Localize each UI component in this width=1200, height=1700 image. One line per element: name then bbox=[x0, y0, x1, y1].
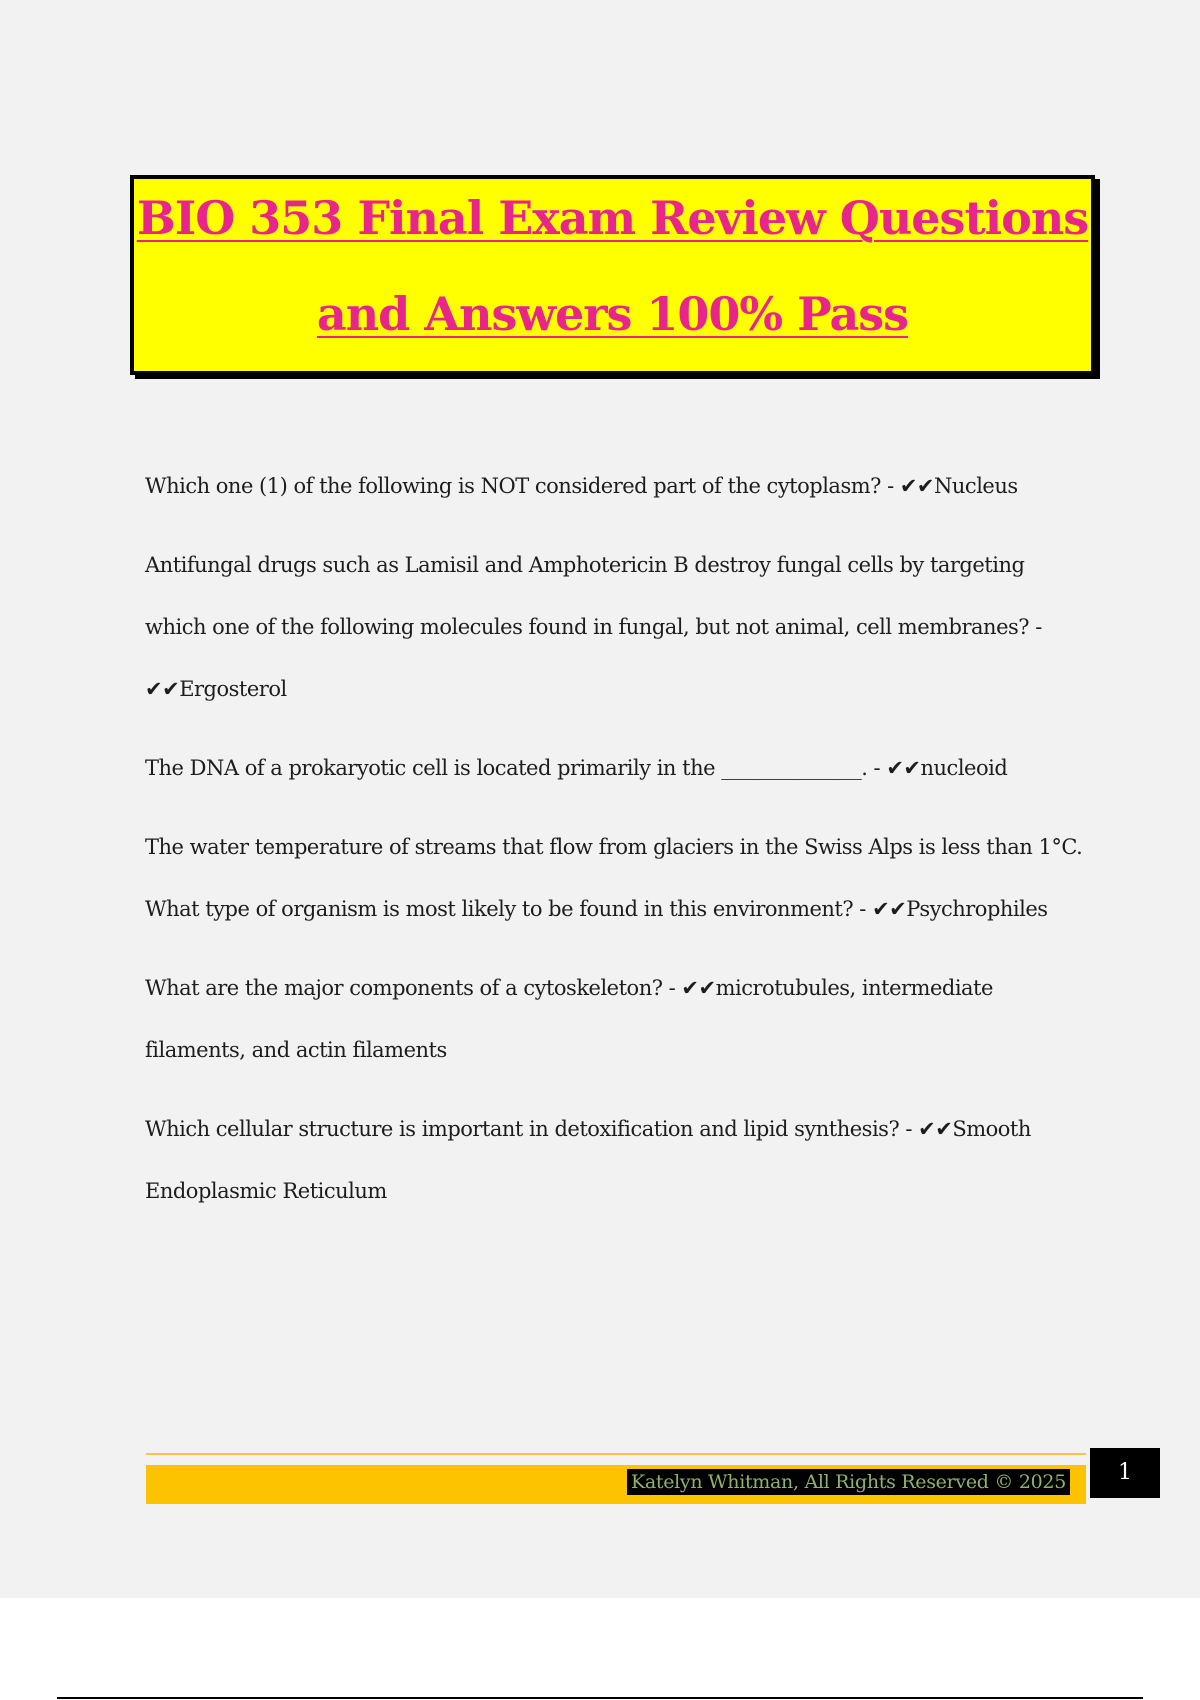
title-line-1 bbox=[134, 191, 1091, 245]
page-separator bbox=[57, 1697, 1143, 1699]
title-text-1: BIO 353 Final Exam Review Questions bbox=[136, 191, 1089, 245]
title-line-2 bbox=[134, 287, 1091, 341]
page-number: 1 bbox=[1090, 1448, 1160, 1498]
qa-item: Antifungal drugs such as Lamisil and Amphotericin B destroy fungal cells by targeting which one of the following molecules found in fungal, but not animal, cell membranes? - ✔✔Ergosterol bbox=[145, 553, 1042, 701]
footer-copyright: Katelyn Whitman, All Rights Reserved © 2025 bbox=[627, 1469, 1070, 1495]
title-box bbox=[130, 175, 1095, 375]
title-text-2: and Answers 100% Pass bbox=[316, 287, 909, 341]
footer-bar bbox=[146, 1465, 1086, 1504]
qa-item: The DNA of a prokaryotic cell is located primarily in the ______________. - ✔✔nucleoid bbox=[145, 756, 1008, 780]
qa-item: The water temperature of streams that flow from glaciers in the Swiss Alps is less than 1°C. What type of organism is most likely to be found in this environment? - ✔✔Psychrophiles bbox=[145, 835, 1083, 921]
qa-item: What are the major components of a cytoskeleton? - ✔✔microtubules, intermediate filaments, and actin filaments bbox=[145, 976, 993, 1062]
qa-item: Which cellular structure is important in detoxification and lipid synthesis? - ✔✔Smooth Endoplasmic Reticulum bbox=[145, 1117, 1031, 1203]
qa-list bbox=[145, 455, 1090, 1239]
footer-rule bbox=[146, 1453, 1086, 1455]
qa-item: Which one (1) of the following is NOT considered part of the cytoplasm? - ✔✔Nucleus bbox=[145, 474, 1018, 498]
